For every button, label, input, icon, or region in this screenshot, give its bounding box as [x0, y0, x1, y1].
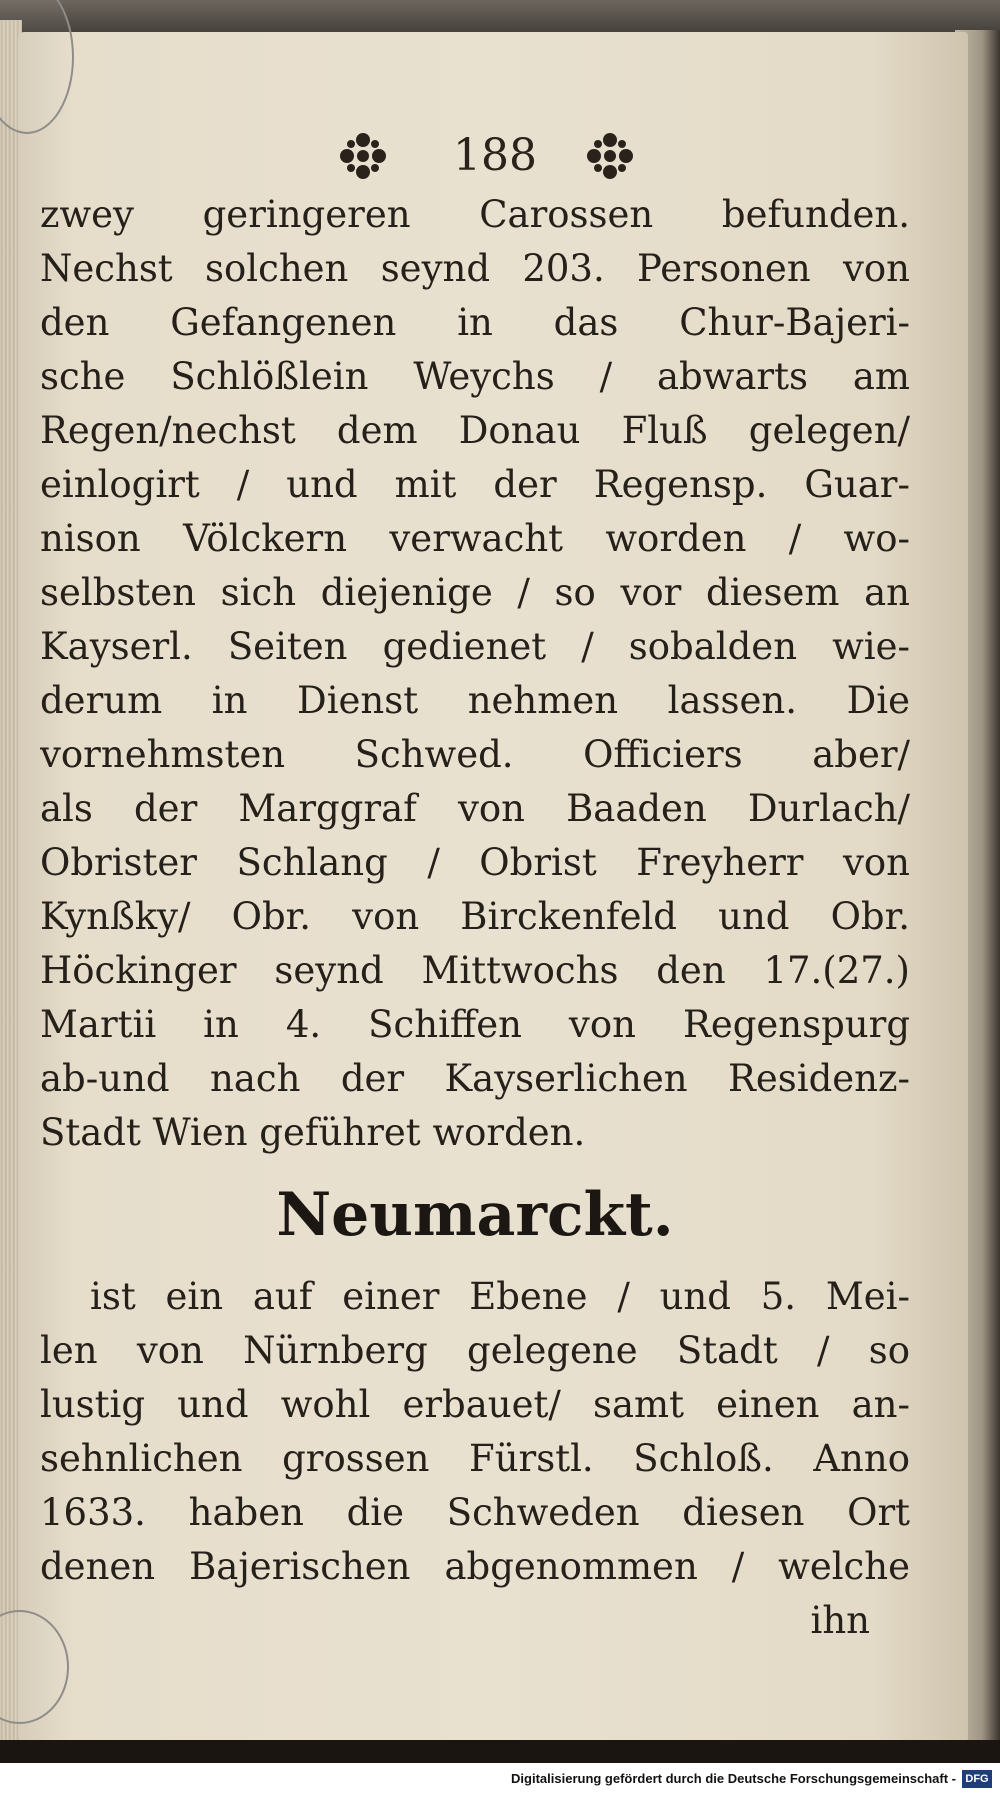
text-line: denen Bajerischen abgenommen / welche	[40, 1545, 910, 1588]
footer-bar	[0, 1763, 1000, 1797]
text-line: Kayserl. Seiten gedienet / sobalden wie-	[40, 625, 910, 668]
text-line: vornehmsten Schwed. Officiers aber/	[40, 733, 910, 776]
dfg-logo: DFG	[962, 1770, 992, 1788]
section-heading: Neumarckt.	[276, 1180, 674, 1250]
text-line: Obrister Schlang / Obrist Freyherr von	[40, 841, 910, 884]
page-header	[0, 122, 1000, 192]
text-line: sche Schlößlein Weychs / abwarts am	[40, 355, 910, 398]
text-line: Nechst solchen seynd 203. Personen von	[40, 247, 910, 290]
text-line: ist ein auf einer Ebene / und 5. Mei-	[90, 1275, 910, 1318]
text-line: len von Nürnberg gelegene Stadt / so	[40, 1329, 910, 1372]
text-line: Höckinger seynd Mittwochs den 17.(27.)	[40, 949, 910, 992]
paragraph-2	[40, 1270, 910, 1648]
catchword: ihn	[810, 1599, 870, 1642]
text-line: derum in Dienst nehmen lassen. Die	[40, 679, 910, 722]
text-line: sehnlichen grossen Fürstl. Schloß. Anno	[40, 1437, 910, 1480]
text-line: als der Marggraf von Baaden Durlach/	[40, 787, 910, 830]
text-line: 1633. haben die Schweden diesen Ort	[40, 1491, 910, 1534]
page-number: 188	[453, 130, 537, 181]
page-body	[40, 188, 910, 1648]
ornament-right-icon	[582, 128, 638, 184]
text-line: Stadt Wien geführet worden.	[40, 1111, 586, 1154]
text-line: den Gefangenen in das Chur-Bajeri-	[40, 301, 910, 344]
text-line: lustig und wohl erbauet/ samt einen an-	[40, 1383, 910, 1426]
text-line: zwey geringeren Carossen befunden.	[40, 193, 910, 236]
text-line: einlogirt / und mit der Regensp. Guar-	[40, 463, 910, 506]
funding-credit: Digitalisierung gefördert durch die Deutsche Forschungsgemeinschaft -	[511, 1771, 956, 1786]
text-line: Kynßky/ Obr. von Birckenfeld und Obr.	[40, 895, 910, 938]
text-line: ab-und nach der Kayserlichen Residenz-	[40, 1057, 910, 1100]
text-line: Martii in 4. Schiffen von Regenspurg	[40, 1003, 910, 1046]
text-line: nison Völckern verwacht worden / wo-	[40, 517, 910, 560]
text-line: Regen/nechst dem Donau Fluß gelegen/	[40, 409, 910, 452]
ornament-left-icon	[335, 128, 391, 184]
book-bottom-edge	[0, 1740, 1000, 1763]
paragraph-1	[40, 188, 910, 1160]
text-line: selbsten sich diejenige / so vor diesem an	[40, 571, 910, 614]
